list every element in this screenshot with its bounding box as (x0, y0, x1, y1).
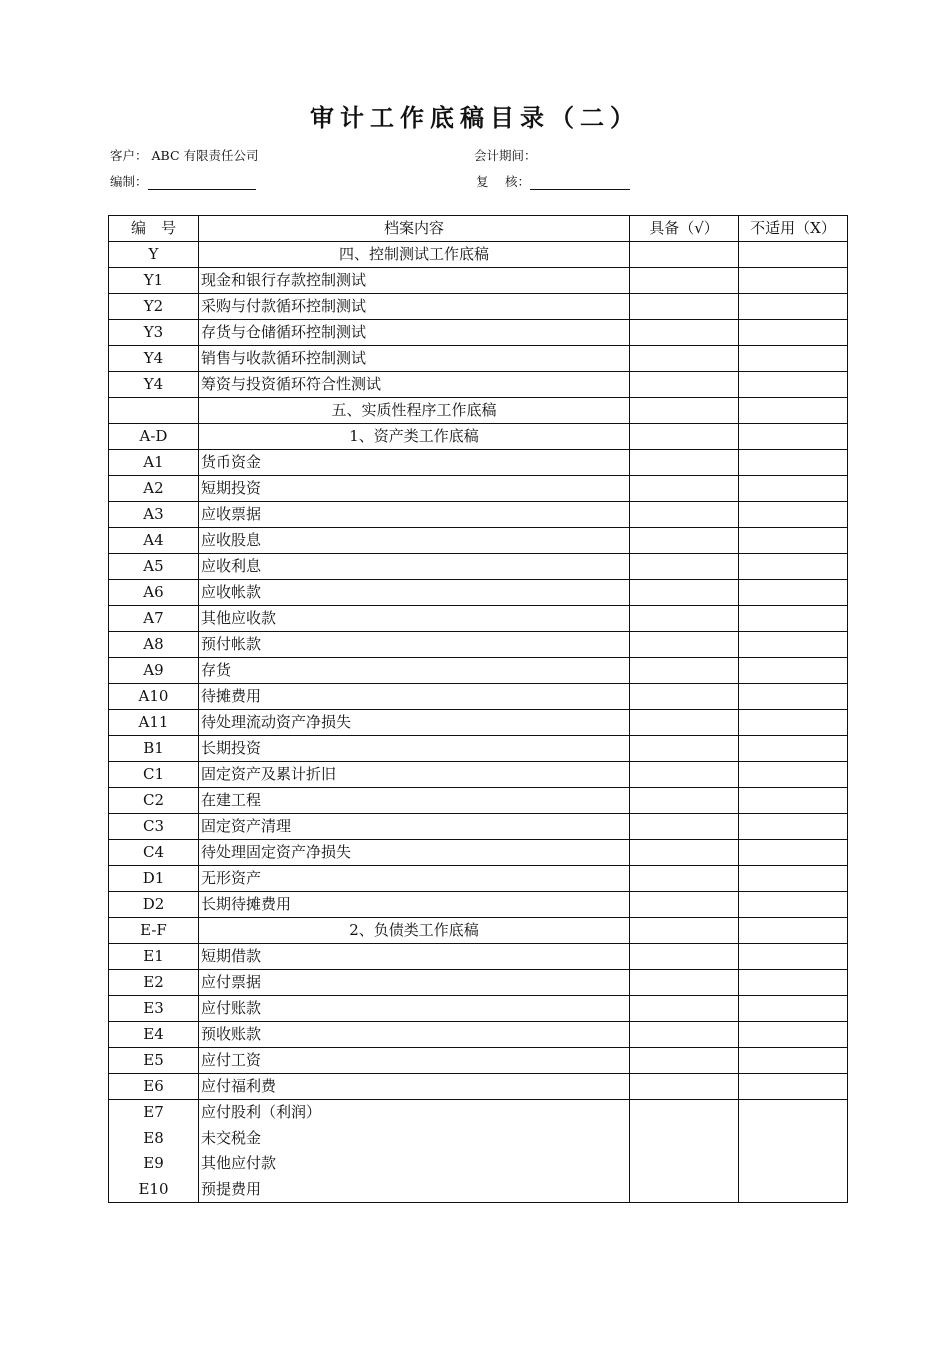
available-checkbox-cell[interactable] (630, 762, 739, 788)
table-row (109, 398, 848, 424)
available-checkbox-cell[interactable] (630, 554, 739, 580)
row-content: 在建工程 (199, 788, 630, 814)
reviewed-by-label: 复 核： (476, 174, 530, 189)
row-content: 固定资产清理 (199, 814, 630, 840)
not-applicable-cell[interactable] (739, 970, 848, 996)
row-code: B1 (109, 736, 199, 762)
available-checkbox-cell[interactable] (630, 814, 739, 840)
row-content: 短期投资 (199, 476, 630, 502)
row-code: E7 (143, 1103, 164, 1121)
row-content: 无形资产 (199, 866, 630, 892)
available-checkbox-cell[interactable] (630, 346, 739, 372)
not-applicable-cell[interactable] (739, 788, 848, 814)
row-code: A6 (109, 580, 199, 606)
row-code: E1 (109, 944, 199, 970)
row-code: E5 (109, 1048, 199, 1074)
row-code: Y4 (109, 346, 199, 372)
table-row (109, 788, 848, 814)
not-applicable-cell[interactable] (739, 346, 848, 372)
not-applicable-cell[interactable] (739, 1022, 848, 1048)
table-row (109, 1022, 848, 1048)
table-row (109, 970, 848, 996)
not-applicable-cell[interactable] (739, 710, 848, 736)
row-content: 五、实质性程序工作底稿 (199, 398, 630, 424)
available-checkbox-cell[interactable] (630, 372, 739, 398)
row-content: 应付工资 (199, 1048, 630, 1074)
row-code: C4 (109, 840, 199, 866)
not-applicable-cell[interactable] (739, 294, 848, 320)
row-code: E6 (109, 1074, 199, 1100)
row-content: 销售与收款循环控制测试 (199, 346, 630, 372)
row-content: 2、负债类工作底稿 (199, 918, 630, 944)
workpaper-directory-table (108, 215, 848, 1203)
table-row (109, 294, 848, 320)
row-content: 应收股息 (199, 528, 630, 554)
available-checkbox-cell[interactable] (630, 658, 739, 684)
available-checkbox-cell[interactable] (630, 606, 739, 632)
available-checkbox-cell[interactable] (630, 398, 739, 424)
row-code: A1 (109, 450, 199, 476)
row-code: C1 (109, 762, 199, 788)
not-applicable-cell[interactable] (739, 502, 848, 528)
not-applicable-cell[interactable] (739, 1048, 848, 1074)
row-code: E3 (109, 996, 199, 1022)
table-header-row (109, 216, 848, 242)
prepared-by-blank (148, 175, 256, 190)
row-content: 货币资金 (199, 450, 630, 476)
row-code-group (109, 1100, 199, 1203)
row-code: E-F (109, 918, 199, 944)
table-row (109, 268, 848, 294)
not-applicable-cell[interactable] (739, 918, 848, 944)
client-field (110, 146, 258, 164)
table-row (109, 528, 848, 554)
table-row (109, 944, 848, 970)
row-content: 应付股利（利润） (201, 1103, 322, 1121)
table-row (109, 996, 848, 1022)
table-row (109, 814, 848, 840)
row-code: A8 (109, 632, 199, 658)
row-code: D2 (109, 892, 199, 918)
row-content: 存货与仓储循环控制测试 (199, 320, 630, 346)
not-applicable-cell[interactable] (739, 554, 848, 580)
available-checkbox-cell[interactable] (630, 632, 739, 658)
available-checkbox-cell[interactable] (630, 320, 739, 346)
table-row (109, 840, 848, 866)
client-label: 客户： (110, 148, 148, 163)
not-applicable-cell[interactable] (739, 268, 848, 294)
not-applicable-cell[interactable] (739, 372, 848, 398)
table-row (109, 866, 848, 892)
row-code: A9 (109, 658, 199, 684)
table-row (109, 892, 848, 918)
not-applicable-cell[interactable] (739, 632, 848, 658)
row-content: 其他应收款 (199, 606, 630, 632)
row-content: 短期借款 (199, 944, 630, 970)
row-content: 预付帐款 (199, 632, 630, 658)
row-code: Y (109, 242, 199, 268)
available-checkbox-cell[interactable] (630, 1074, 739, 1100)
row-content: 1、资产类工作底稿 (199, 424, 630, 450)
not-applicable-cell[interactable] (739, 242, 848, 268)
not-applicable-cell[interactable] (739, 580, 848, 606)
row-code: C3 (109, 814, 199, 840)
table-row (109, 632, 848, 658)
row-content: 预提费用 (201, 1179, 262, 1198)
row-code: A4 (109, 528, 199, 554)
row-code: A-D (109, 424, 199, 450)
available-checkbox-cell[interactable] (630, 1100, 739, 1203)
row-content: 待处理流动资产净损失 (199, 710, 630, 736)
available-checkbox-cell[interactable] (630, 1022, 739, 1048)
row-content: 待摊费用 (199, 684, 630, 710)
row-content: 应付票据 (199, 970, 630, 996)
table-row (109, 710, 848, 736)
not-applicable-cell[interactable] (739, 866, 848, 892)
row-content: 应收利息 (199, 554, 630, 580)
table-body (109, 242, 848, 1203)
not-applicable-cell[interactable] (739, 476, 848, 502)
row-code: D1 (109, 866, 199, 892)
reviewed-by-field (476, 172, 630, 190)
table-row (109, 1048, 848, 1074)
accounting-period-field (474, 146, 537, 164)
row-content: 筹资与投资循环符合性测试 (199, 372, 630, 398)
available-checkbox-cell[interactable] (630, 736, 739, 762)
table-row (109, 476, 848, 502)
client-value: ABC 有限责任公司 (151, 148, 259, 163)
available-checkbox-cell[interactable] (630, 970, 739, 996)
available-checkbox-cell[interactable] (630, 996, 739, 1022)
available-checkbox-cell[interactable] (630, 502, 739, 528)
row-code: A10 (109, 684, 199, 710)
not-applicable-cell[interactable] (739, 892, 848, 918)
row-code: Y2 (109, 294, 199, 320)
row-code: E8 (143, 1128, 164, 1147)
not-applicable-cell[interactable] (739, 424, 848, 450)
not-applicable-cell[interactable] (739, 606, 848, 632)
header-content: 档案内容 (199, 216, 630, 242)
not-applicable-cell[interactable] (739, 736, 848, 762)
not-applicable-cell[interactable] (739, 840, 848, 866)
row-code: E4 (109, 1022, 199, 1048)
table-row (109, 320, 848, 346)
row-content: 存货 (199, 658, 630, 684)
table-row (109, 762, 848, 788)
table-row (109, 554, 848, 580)
row-code: Y1 (109, 268, 199, 294)
table-row (109, 450, 848, 476)
available-checkbox-cell[interactable] (630, 684, 739, 710)
prepared-by-label: 编制： (110, 174, 148, 189)
table-row (109, 502, 848, 528)
row-code: Y3 (109, 320, 199, 346)
row-content: 应付账款 (199, 996, 630, 1022)
table-row (109, 424, 848, 450)
row-content: 现金和银行存款控制测试 (199, 268, 630, 294)
row-content: 四、控制测试工作底稿 (199, 242, 630, 268)
row-content: 应收帐款 (199, 580, 630, 606)
row-content: 其他应付款 (201, 1154, 277, 1172)
row-code: E9 (143, 1154, 164, 1172)
not-applicable-cell[interactable] (739, 762, 848, 788)
available-checkbox-cell[interactable] (630, 528, 739, 554)
available-checkbox-cell[interactable] (630, 242, 739, 268)
row-code: Y4 (109, 372, 199, 398)
row-code: C2 (109, 788, 199, 814)
not-applicable-cell[interactable] (739, 528, 848, 554)
available-checkbox-cell[interactable] (630, 918, 739, 944)
available-checkbox-cell[interactable] (630, 476, 739, 502)
row-content-group (199, 1100, 630, 1203)
not-applicable-cell[interactable] (739, 398, 848, 424)
table-row (109, 346, 848, 372)
available-checkbox-cell[interactable] (630, 788, 739, 814)
available-checkbox-cell[interactable] (630, 1048, 739, 1074)
not-applicable-cell[interactable] (739, 1074, 848, 1100)
accounting-period-label: 会计期间： (474, 148, 537, 163)
available-checkbox-cell[interactable] (630, 580, 739, 606)
row-content: 应付福利费 (199, 1074, 630, 1100)
not-applicable-cell[interactable] (739, 658, 848, 684)
row-code: A3 (109, 502, 199, 528)
row-content: 待处理固定资产净损失 (199, 840, 630, 866)
available-checkbox-cell[interactable] (630, 268, 739, 294)
available-checkbox-cell[interactable] (630, 450, 739, 476)
available-checkbox-cell[interactable] (630, 710, 739, 736)
document-title: 审计工作底稿目录（二） (310, 104, 640, 132)
table-row (109, 658, 848, 684)
available-checkbox-cell[interactable] (630, 840, 739, 866)
not-applicable-cell[interactable] (739, 814, 848, 840)
not-applicable-cell[interactable] (739, 450, 848, 476)
not-applicable-cell[interactable] (739, 1100, 848, 1203)
row-code: A7 (109, 606, 199, 632)
table-row (109, 242, 848, 268)
available-checkbox-cell[interactable] (630, 892, 739, 918)
row-content: 长期待摊费用 (199, 892, 630, 918)
row-content: 长期投资 (199, 736, 630, 762)
available-checkbox-cell[interactable] (630, 866, 739, 892)
table-row (109, 736, 848, 762)
row-content: 采购与付款循环控制测试 (199, 294, 630, 320)
row-code: A2 (109, 476, 199, 502)
header-available: 具备（√） (630, 216, 739, 242)
row-content: 应收票据 (199, 502, 630, 528)
table-row (109, 606, 848, 632)
header-code: 编 号 (109, 216, 199, 242)
available-checkbox-cell[interactable] (630, 944, 739, 970)
reviewed-by-blank (530, 175, 630, 190)
not-applicable-cell[interactable] (739, 996, 848, 1022)
table-row (109, 372, 848, 398)
header-not-applicable: 不适用（X） (739, 216, 848, 242)
not-applicable-cell[interactable] (739, 684, 848, 710)
available-checkbox-cell[interactable] (630, 294, 739, 320)
available-checkbox-cell[interactable] (630, 424, 739, 450)
table-row-group (109, 1100, 848, 1203)
not-applicable-cell[interactable] (739, 320, 848, 346)
table-row (109, 1074, 848, 1100)
row-content: 预收账款 (199, 1022, 630, 1048)
not-applicable-cell[interactable] (739, 944, 848, 970)
row-code: E2 (109, 970, 199, 996)
row-code: A5 (109, 554, 199, 580)
row-code (109, 398, 199, 424)
row-content: 未交税金 (201, 1128, 262, 1147)
row-code: A11 (109, 710, 199, 736)
table-row (109, 918, 848, 944)
row-content: 固定资产及累计折旧 (199, 762, 630, 788)
table-row (109, 684, 848, 710)
row-code: E10 (138, 1179, 169, 1198)
table-row (109, 580, 848, 606)
prepared-by-field (110, 172, 256, 190)
